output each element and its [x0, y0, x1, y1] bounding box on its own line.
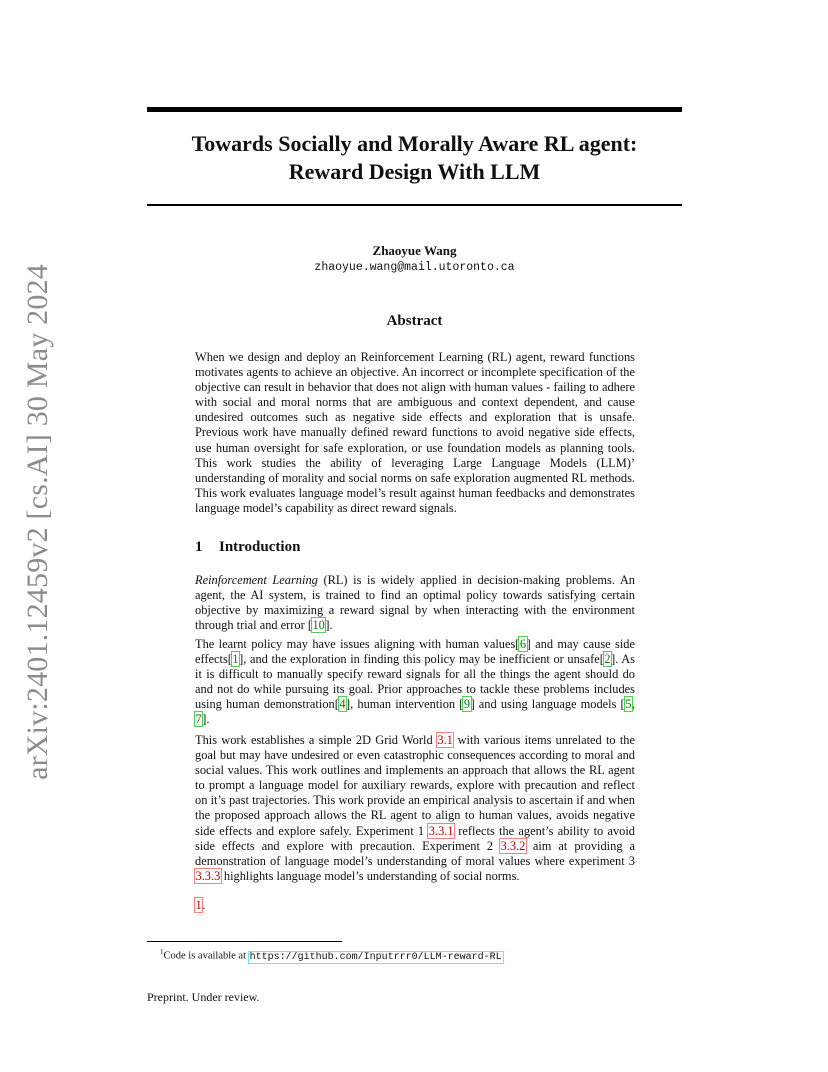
- citation-link[interactable]: 2: [604, 652, 611, 667]
- paragraph-text: This work establishes a simple 2D Grid World: [195, 733, 437, 747]
- citation-link[interactable]: 5: [625, 697, 632, 712]
- citation-link[interactable]: 1: [232, 652, 239, 667]
- footnote-marker-line: [195, 898, 635, 913]
- section-ref-link[interactable]: 3.3.1: [428, 823, 454, 838]
- section-title: Introduction: [219, 539, 301, 555]
- intro-paragraph-3: [195, 733, 635, 884]
- section-heading-introduction: [195, 537, 300, 557]
- footnote: [160, 945, 680, 965]
- paragraph-text: ], and the exploration in finding this policy may be inefficient or unsafe[: [239, 652, 604, 667]
- author-email: zhaoyue.wang@mail.utoronto.ca: [314, 261, 515, 274]
- paragraph-text: ,: [631, 697, 635, 712]
- footnote-text: Code is available at: [163, 950, 249, 962]
- intro-paragraph-2: [195, 637, 635, 728]
- section-number: 1: [195, 539, 203, 555]
- paragraph-text: reflects the agent’s ability to avoid side effects and explore with precaution. Experiment 2: [195, 823, 635, 853]
- preprint-note: Preprint. Under review.: [147, 990, 260, 1004]
- title-line-1: Towards Socially and Morally Aware RL agent:: [191, 131, 638, 156]
- intro-paragraph-1: [195, 573, 635, 633]
- paragraph-text: ] and may cause side effects[: [195, 637, 635, 667]
- citation-link[interactable]: 10: [312, 618, 325, 633]
- title-line-2: Reward Design With LLM: [288, 159, 541, 184]
- section-ref-link[interactable]: 3.1: [437, 733, 453, 747]
- citation-link[interactable]: 4: [339, 697, 346, 712]
- paragraph-text: highlights language model’s understanding of social norms.: [220, 868, 520, 883]
- paragraph-text: .: [202, 898, 206, 912]
- footnote-ref-link[interactable]: 1: [195, 898, 202, 912]
- abstract-heading: Abstract: [386, 313, 443, 329]
- paragraph-text: ].: [202, 712, 210, 727]
- footnote-rule: [147, 941, 342, 942]
- author-name: Zhaoyue Wang: [372, 243, 457, 258]
- paragraph-text: with various items unrelated to the goal but may have undesired or even catastrophic consequences according to moral and social values. This work outlines and implements an approach that allows the RL agent to prompt a language model for auxiliary rewards, explore with precaution and reflect on it’s past trajectories. This work provide an empirical analysis to ascertain if and when the proposed approach allows the RL agent to align to human values, avoids negative side effects and explore safely. Experiment 1: [195, 733, 635, 838]
- paragraph-text: ] and using language models [: [470, 697, 625, 712]
- section-ref-link[interactable]: 3.3.3: [195, 868, 221, 883]
- title-bottom-rule: [147, 204, 682, 206]
- footnote-mark: 1: [160, 948, 164, 956]
- paragraph-text: ].: [325, 618, 333, 633]
- title-top-rule: [147, 107, 682, 112]
- citation-link[interactable]: 9: [463, 697, 471, 712]
- arxiv-stamp: arXiv:2401.12459v2 [cs.AI] 30 May 2024: [21, 264, 54, 780]
- paragraph-text: ]. As it is difficult to manually specify reward signals for all the things the agent should do and not do while pursuing its goal. Prior approaches to tackle these problems includes using human demonstration[: [195, 652, 635, 712]
- code-url-link[interactable]: https://github.com/Inputrrr0/LLM-reward-RL: [249, 951, 502, 963]
- citation-link[interactable]: 6: [519, 637, 527, 651]
- paragraph-text: The learnt policy may have issues aligning with human values[: [195, 637, 520, 651]
- paragraph-text: aim at providing a demonstration of language model’s understanding of moral values where experiment 3: [195, 838, 635, 868]
- citation-link[interactable]: 7: [195, 712, 202, 727]
- paragraph-text: ], human intervention [: [346, 697, 464, 712]
- abstract-text: When we design and deploy an Reinforcement Learning (RL) agent, reward functions motivates agents to achieve an objective. An incorrect or incomplete specification of the objective can result in behavior that does not align with human values - failing to adhere with social and moral norms that are ambiguous and context dependent, and cause undesired outcomes such as negative side effects and exploration that is unsafe. Previous work have manually defined reward functions to avoid negative side effects, use human oversight for safe exploration, or use foundation models as planning tools. This work studies the ability of leveraging Large Language Models (LLM)’ understanding of morality and social norms on safe exploration augmented RL methods. This work evaluates language model’s result against human feedbacks and demonstrates language model’s capability as direct reward signals.: [195, 350, 635, 515]
- emphasis-term: Reinforcement Learning: [195, 573, 318, 587]
- section-ref-link[interactable]: 3.3.2: [500, 838, 526, 853]
- paragraph-text: (RL) is is widely applied in decision-making problems. An agent, the AI system, is trained to find an optimal policy towards satisfying certain objective by maximizing a reward signal by when interacting with the environment through trial and error [: [195, 573, 635, 633]
- paper-title: [147, 130, 682, 186]
